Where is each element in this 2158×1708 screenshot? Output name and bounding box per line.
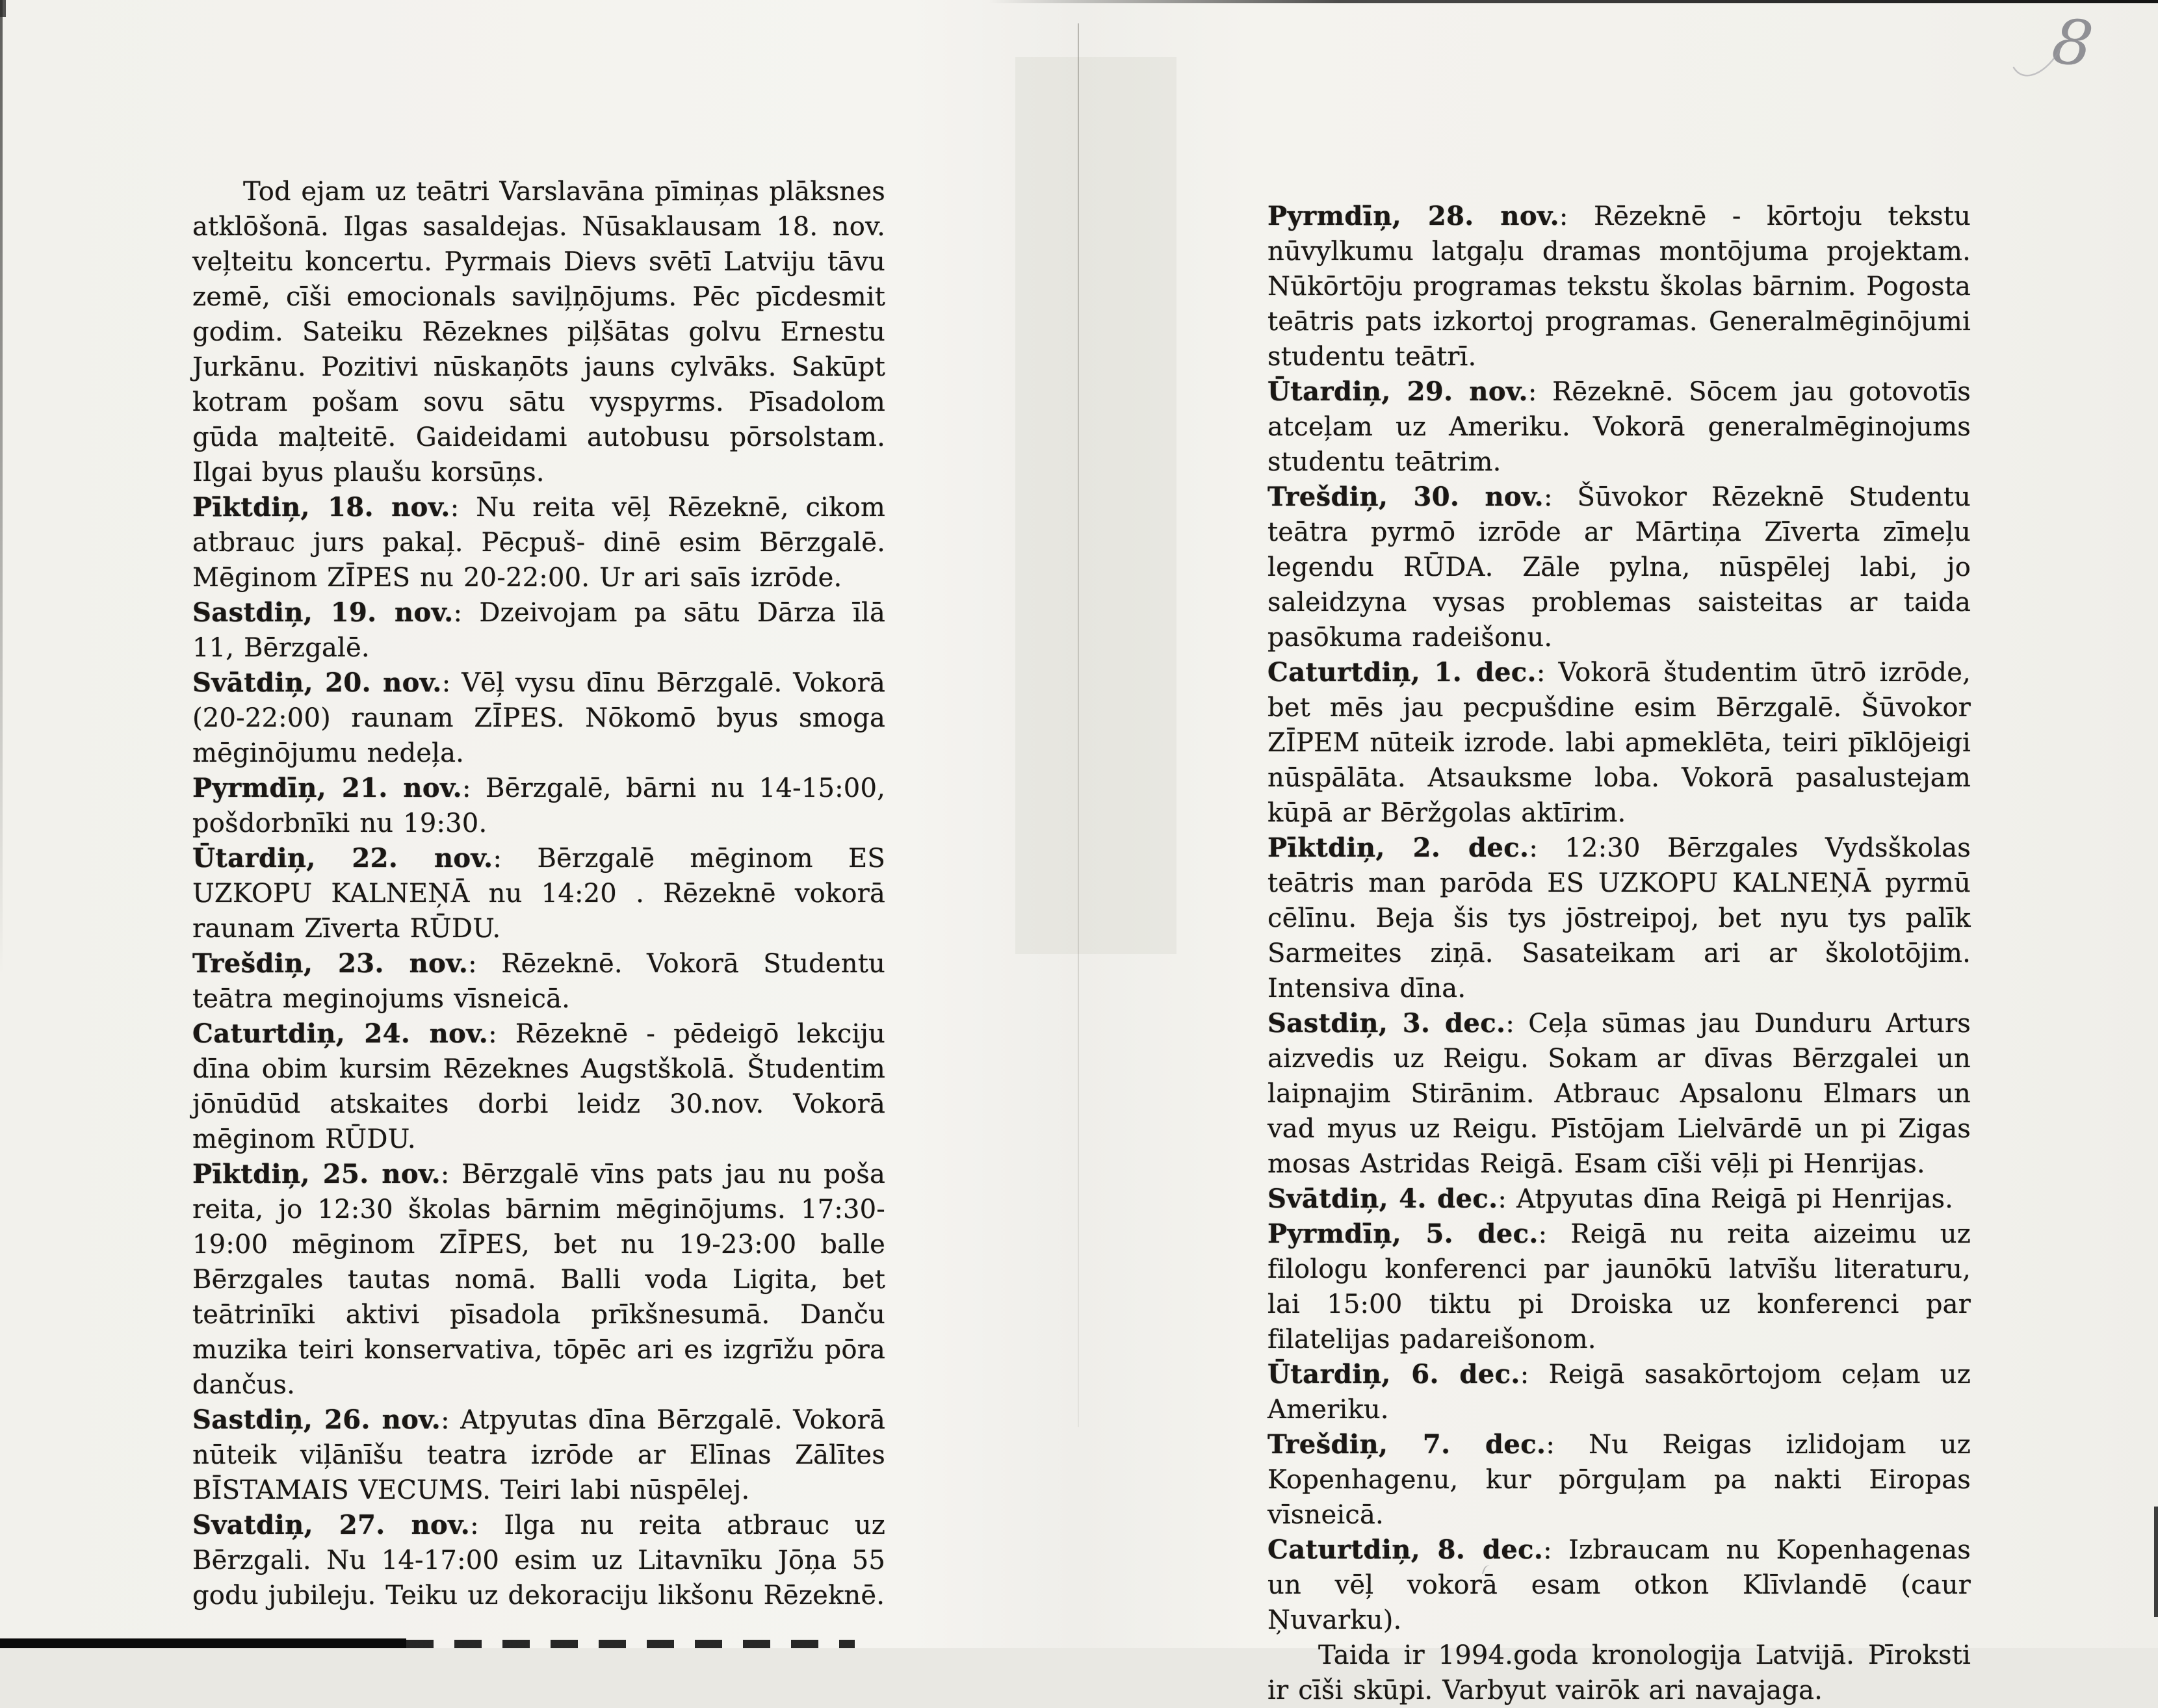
entry-text: Reigā nu reita aizeimu uz filologu konferenci par jaunōkū latvīšu literaturu, lai 15:00 tiktu pi Droiska uz konferenci par filatelijas padareišonom. xyxy=(1268,1219,1971,1354)
entry-separator: : xyxy=(1538,1219,1571,1249)
scan-edge-top xyxy=(988,0,2158,3)
entry-date-head xyxy=(1268,1360,1549,1390)
scan-edge-left xyxy=(0,0,3,975)
diary-entry xyxy=(192,1508,885,1613)
entry-date-label: Sastdiņ, 3. dec. xyxy=(1268,1008,1506,1039)
entry-text: Reigā sasakōrtojom ceļam uz Ameriku. xyxy=(1268,1360,1971,1425)
entry-text: Nu Reigas izlidojam uz Kopenhagenu, kur pōrguļam pa nakti Eiropas vīsneicā. xyxy=(1268,1430,1971,1530)
entry-separator: : xyxy=(1543,1535,1569,1565)
gutter-shadow xyxy=(1015,57,1176,954)
entry-text: Rēzeknē. Vokorā Studentu teātra meginojums vīsneicā. xyxy=(192,949,886,1014)
entry-date-label: Trešdiņ, 23. nov. xyxy=(192,948,469,979)
scan-edge-right xyxy=(2154,1507,2158,1617)
entry-text: Vokorā študentim ūtrō izrōde, bet mēs jau pecpušdine esim Bērzgalē. Šūvokor ZĪPEM nūteik izrode. labi apmeklēta, teiri pīklōjeigi nūspālāta. Atsauksme loba. Vokorā pasalustejam kūpā ar Bēržgolas aktīrim. xyxy=(1268,658,1971,828)
diary-entry xyxy=(192,946,885,1016)
entry-date-label: Sastdiņ, 19. nov. xyxy=(192,597,454,628)
entry-date-label: Pīktdiņ, 25. nov. xyxy=(192,1159,441,1189)
entry-date-label: Caturtdiņ, 8. dec. xyxy=(1268,1534,1544,1565)
entry-text: Rēzeknē - kōrtoju tekstu nūvylkumu latgaļu dramas montōjuma projektam. Nūkōrtōju programas tekstu školas bārnim. Pogosta teātris pats izkortoj programas. Generalmēginōjumi studentu teātrī. xyxy=(1268,201,1971,372)
entry-separator: : xyxy=(453,598,480,628)
pencil-flourish-stroke xyxy=(2010,34,2081,92)
entry-text: Izbraucam nu Kopenhagenas un vēļ vokorā esam otkon Klīvlandē (caur Ņuvarku). xyxy=(1268,1535,1971,1635)
entry-text: Bērzgalē mēginom ES UZKOPU KALNEŅĀ nu 14:20 . Rēzeknē vokorā raunam Zīverta RŪDU. xyxy=(192,844,885,944)
entry-separator: : xyxy=(440,1159,462,1189)
entry-date-head xyxy=(192,1405,460,1435)
entry-date-head xyxy=(1268,1184,1516,1214)
diary-entry xyxy=(192,174,885,490)
diary-entry xyxy=(1268,655,1971,831)
entry-text: Rēzeknē - pēdeigō lekciju dīna obim kursim Rēzeknes Augstškolā. Študentim jōnūdūd atskaites dorbi leidz 30.nov. Vokorā mēginom RŪDU. xyxy=(192,1019,886,1154)
entry-date-head xyxy=(1268,1430,1589,1460)
diary-entry xyxy=(1268,831,1971,1006)
diary-entry xyxy=(1268,1638,1971,1708)
entry-date-label: Pīktdiņ, 2. dec. xyxy=(1268,833,1529,863)
entry-text: Bērzgalē vīns pats jau nu poša reita, jo 12:30 školas bārnim mēginōjums. 17:30-19:00 mēginom ZĪPES, bet nu 19-23:00 balle Bērzgales tautas nomā. Balli voda Ligita, bet teātrinīki aktivi pīsadola prīkšnesumā. Danču muzika teiri konservativa, tōpēc ari es izgrīžu pōra dančus. xyxy=(192,1159,885,1400)
diary-entry xyxy=(192,1016,885,1157)
entry-date-label: Caturtdiņ, 1. dec. xyxy=(1268,657,1537,688)
entry-date-head xyxy=(192,1510,504,1540)
entry-separator: : xyxy=(1505,1009,1529,1039)
diary-entry xyxy=(1268,1357,1971,1427)
scan-edge-bottom-dashes xyxy=(406,1640,855,1648)
diary-entry xyxy=(1268,1217,1971,1357)
diary-entry xyxy=(1268,1006,1971,1182)
entry-date-head xyxy=(192,1019,515,1049)
diary-entry xyxy=(1268,1533,1971,1638)
entry-date-label: Trešdiņ, 7. dec. xyxy=(1268,1429,1546,1460)
diary-entry xyxy=(192,595,885,666)
entry-separator: : xyxy=(488,1019,515,1049)
entry-separator: : xyxy=(441,1405,461,1435)
entry-date-head xyxy=(192,598,479,628)
entry-separator: : xyxy=(1536,658,1559,688)
diary-entry xyxy=(1268,1182,1971,1217)
entry-separator: : xyxy=(1543,482,1578,512)
entry-date-label: Svatdiņ, 27. nov. xyxy=(192,1510,471,1540)
fold-crease-line xyxy=(1078,23,1079,1427)
entry-date-label: Caturtdiņ, 24. nov. xyxy=(192,1018,489,1049)
diary-entry xyxy=(192,666,885,771)
entry-date-label: Pyrmdīņ, 5. dec. xyxy=(1268,1219,1539,1249)
entry-separator: : xyxy=(470,1510,504,1540)
entry-date-head xyxy=(1268,658,1559,688)
entry-date-head xyxy=(192,493,476,523)
entry-date-head xyxy=(1268,377,1552,407)
entry-date-head xyxy=(1268,201,1594,231)
handwritten-page-number: 8 xyxy=(2048,4,2097,82)
entry-date-head xyxy=(192,773,486,803)
entry-text: Tod ejam uz teātri Varslavāna pīmiņas plāksnes atklōšonā. Ilgas sasaldejas. Nūsaklausam 18. nov. veļteitu koncertu. Pyrmais Dievs svētī Latviju tāvu zemē, cīši emocionals saviļņōjums. Pēc pīcdesmit godim. Sateiku Rēzeknes piļšātas golvu Ernestu Jurkānu. Pozitivi nūskaņōts jauns cylvāks. Sakūpt kotram pošam sovu sātu vyspyrms. Pīsadolom gūda maļteitē. Gaideidami autobusu pōrsolstam. Ilgai byus plaušu korsūņs. xyxy=(192,177,885,487)
diary-entry xyxy=(192,1157,885,1403)
diary-entry xyxy=(192,1403,885,1508)
diary-entry xyxy=(1268,480,1971,655)
entry-date-head xyxy=(1268,482,1577,512)
entry-separator: : xyxy=(1520,1360,1549,1390)
entry-separator: : xyxy=(1529,833,1565,863)
entry-date-label: Pyrmdīņ, 28. nov. xyxy=(1268,201,1559,231)
entry-separator: : xyxy=(1498,1184,1516,1214)
diary-entry xyxy=(192,841,885,946)
entry-date-head xyxy=(192,1159,462,1189)
entry-separator: : xyxy=(450,493,476,523)
diary-entry xyxy=(1268,374,1971,480)
entry-text: Atpyutas dīna Reigā pi Henrijas. xyxy=(1516,1184,1954,1214)
entry-separator: : xyxy=(1528,377,1553,407)
entry-date-head xyxy=(1268,1009,1528,1039)
entry-text: Šūvokor Rēzeknē Studentu teātra pyrmō izrōde ar Mārtiņa Zīverta zīmeļu legendu RŪDA. Zāle pylna, nūspēlej labi, jo saleidzyna vysas problemas saisteitas ar taida pasōkuma radeišonu. xyxy=(1268,482,1971,653)
entry-text: Ceļa sūmas jau Dunduru Arturs aizvedis uz Reigu. Sokam ar dīvas Bērzgalei un laipnajim Stirānim. Atbrauc Apsalonu Elmars un vad myus uz Reigu. Pīstōjam Lielvārdē un pi Zigas mosas Astridas Reigā. Esam cīši vēļi pi Henrijas. xyxy=(1268,1009,1971,1179)
entry-text: Bērzgalē, bārni nu 14-15:00, pošdorbnīki nu 19:30. xyxy=(192,773,886,838)
entry-date-head xyxy=(192,949,501,979)
entry-date-label: Trešdiņ, 30. nov. xyxy=(1268,482,1544,512)
entry-separator: : xyxy=(1546,1430,1589,1460)
right-page-text-column xyxy=(1268,199,1971,1708)
entry-date-label: Pyrmdīņ, 21. nov. xyxy=(192,773,462,803)
entry-date-head xyxy=(1268,833,1565,863)
entry-date-head xyxy=(192,668,462,698)
entry-text: Dzeivojam pa sātu Dārza īlā 11, Bērzgalē. xyxy=(192,598,885,663)
entry-date-label: Ūtardiņ, 22. nov. xyxy=(192,843,493,873)
diary-entry xyxy=(192,490,885,595)
entry-date-label: Pīktdiņ, 18. nov. xyxy=(192,492,450,523)
entry-date-label: Ūtardiņ, 6. dec. xyxy=(1268,1359,1520,1390)
entry-date-head xyxy=(1268,1535,1568,1565)
scan-edge-bottom-solid xyxy=(0,1638,406,1648)
entry-separator: : xyxy=(468,949,502,979)
diary-entry xyxy=(1268,1427,1971,1533)
entry-date-head xyxy=(192,844,537,873)
entry-text: Rēzeknē. Sōcem jau gotovotīs atceļam uz Ameriku. Vokorā generalmēginojums studentu teātrim. xyxy=(1268,377,1971,477)
left-page-text-column xyxy=(192,174,885,1613)
entry-date-label: Svātdiņ, 4. dec. xyxy=(1268,1184,1498,1214)
entry-text: Nu reita vēļ Rēzeknē, cikom atbrauc jurs pakaļ. Pēcpuš- dinē esim Bērzgalē. Mēginom ZĪPES nu 20-22:00. Ur ari saīs izrōde. xyxy=(192,493,885,593)
diary-entry xyxy=(192,771,885,841)
entry-text: Taida ir 1994.goda kronologija Latvijā. Pīroksti ir cīši skūpi. Varbyut vairōk ari navajaga. xyxy=(1268,1640,1971,1705)
entry-date-label: Svātdiņ, 20. nov. xyxy=(192,667,442,698)
diary-entry xyxy=(1268,199,1971,374)
entry-separator: : xyxy=(441,668,462,698)
entry-separator: : xyxy=(493,844,538,873)
entry-date-head xyxy=(1268,1219,1570,1249)
entry-text: Ilga nu reita atbrauc uz Bērzgali. Nu 14-17:00 esim uz Litavnīku Jōņa 55 godu jubileju. Teiku uz dekoraciju likšonu Rēzeknē. xyxy=(192,1510,886,1611)
entry-text: 12:30 Bērzgales Vydsškolas teātris man parōda ES UZKOPU KALNEŅĀ pyrmū cēlīnu. Beja šis tys jōstreipoj, bet nyu tys palīk Sarmeites ziņā. Sasateikam ari ar školotōjim. Intensiva dīna. xyxy=(1268,833,1971,1003)
entry-date-label: Sastdiņ, 26. nov. xyxy=(192,1404,441,1435)
entry-separator: : xyxy=(462,773,486,803)
entry-text: Vēļ vysu dīnu Bērzgalē. Vokorā (20-22:00) raunam ZĪPES. Nōkomō byus smoga mēginōjumu nedeļa. xyxy=(192,668,885,768)
entry-separator: : xyxy=(1559,201,1594,231)
entry-text: Atpyutas dīna Bērzgalē. Vokorā nūteik viļānīšu teatra izrōde ar Elīnas Zālītes BĪSTAMAIS VECUMS. Teiri labi nūspēlej. xyxy=(192,1405,886,1505)
entry-date-label: Ūtardiņ, 29. nov. xyxy=(1268,376,1528,407)
